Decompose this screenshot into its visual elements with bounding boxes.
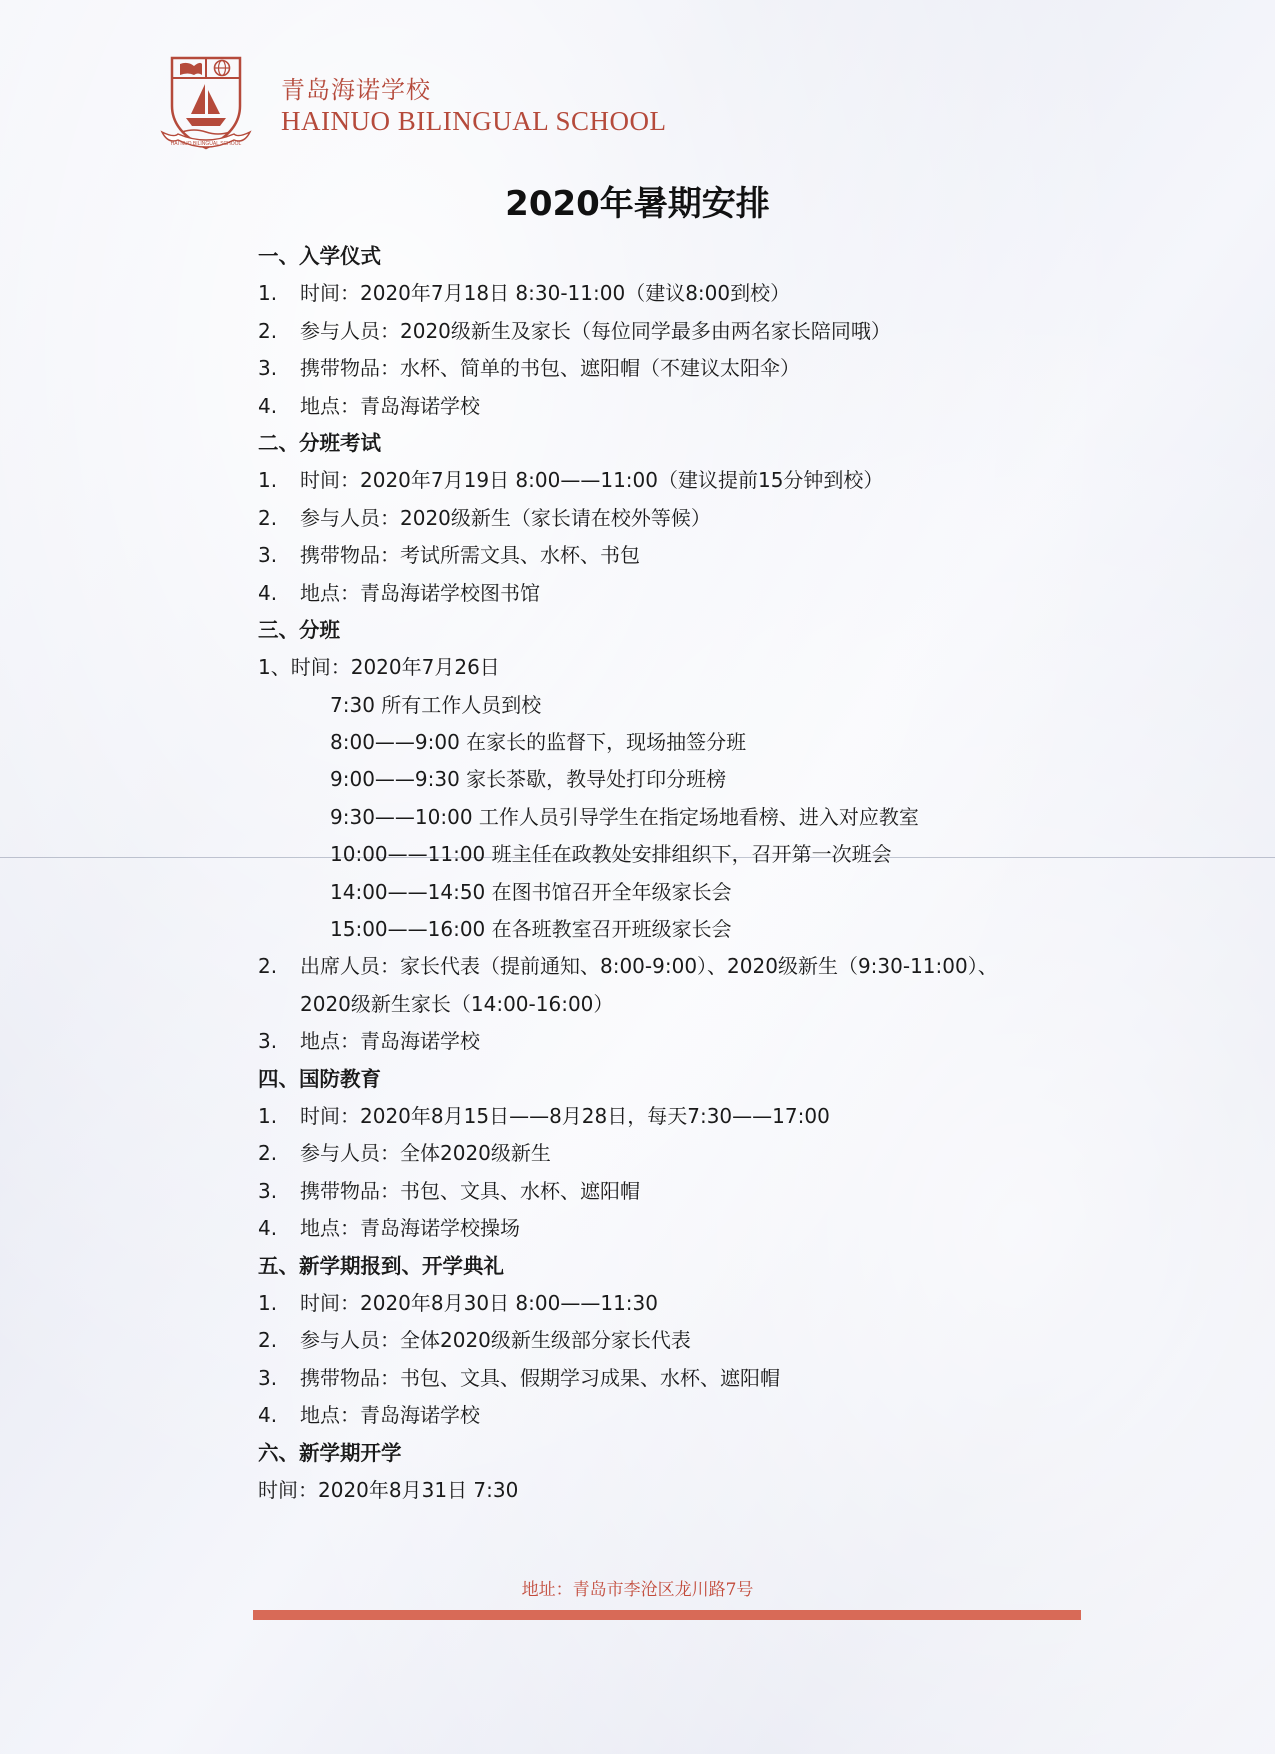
school-name-english: HAINUO BILINGUAL SCHOOL [281,106,667,136]
list-item: 3. 携带物品：水杯、简单的书包、遮阳帽（不建议太阳伞） [258,356,800,381]
section-time-line: 时间：2020年8月31日 7:30 [258,1477,519,1502]
list-item: 4. 地点：青岛海诺学校 [258,393,480,418]
list-item: 1. 时间：2020年8月15日——8月28日，每天7:30——17:00 [258,1103,830,1128]
list-item: 2. 参与人员：2020级新生（家长请在校外等候） [258,505,711,530]
list-item: 1. 时间：2020年7月18日 8:30-11:00（建议8:00到校） [258,281,791,306]
list-item: 3. 携带物品：考试所需文具、水杯、书包 [258,543,640,568]
schedule-row: 9:30——10:00 工作人员引导学生在指定场地看榜、进入对应教室 [330,804,919,829]
section-heading: 六、新学期开学 [258,1440,402,1465]
list-item: 4. 地点：青岛海诺学校操场 [258,1216,520,1241]
list-item-continuation: 2020级新生家长（14:00-16:00） [300,991,614,1016]
list-item: 3. 携带物品：书包、文具、水杯、遮阳帽 [258,1178,640,1203]
list-item: 1. 时间：2020年7月19日 8:00——11:00（建议提前15分钟到校） [258,468,884,493]
schedule-row: 10:00——11:00 班主任在政教处安排组织下，召开第一次班会 [330,842,892,867]
school-crest-logo [158,48,254,158]
schedule-row: 14:00——14:50 在图书馆召开全年级家长会 [330,879,732,904]
schedule-content [258,238,1198,1509]
list-item: 1. 时间：2020年8月30日 8:00——11:30 [258,1290,658,1315]
list-item: 2. 参与人员：全体2020级新生 [258,1141,551,1166]
schedule-row: 9:00——9:30 家长茶歇，教导处打印分班榜 [330,767,727,792]
section-heading: 五、新学期报到、开学典礼 [258,1253,504,1278]
list-item: 2. 参与人员：全体2020级新生级部分家长代表 [258,1328,691,1353]
schedule-row: 7:30 所有工作人员到校 [330,692,542,717]
list-item: 4. 地点：青岛海诺学校 [258,1403,480,1428]
document-title: 2020年暑期安排 [505,184,770,224]
section-time-line: 1、时间：2020年7月26日 [258,655,500,680]
section-heading: 三、分班 [258,617,340,642]
section-heading: 二、分班考试 [258,430,381,455]
list-item: 3. 地点：青岛海诺学校 [258,1029,480,1054]
section-heading: 一、入学仪式 [258,244,381,268]
section-heading: 四、国防教育 [258,1066,381,1091]
list-item: 2. 出席人员：家长代表（提前通知、8:00-9:00）、2020级新生（9:30-11:00）、 [258,954,998,979]
crest-ribbon-text: HAI NUO BILINGUAL SCHOOL [170,141,242,147]
list-item: 3. 携带物品：书包、文具、假期学习成果、水杯、遮阳帽 [258,1365,780,1390]
list-item: 4. 地点：青岛海诺学校图书馆 [258,580,540,605]
list-item: 2. 参与人员：2020级新生及家长（每位同学最多由两名家长陪同哦） [258,318,891,343]
schedule-row: 8:00——9:00 在家长的监督下，现场抽签分班 [330,730,747,755]
school-address: 地址：青岛市李沧区龙川路7号 [521,1580,754,1600]
school-name-chinese: 青岛海诺学校 [281,76,431,104]
footer-accent-bar [253,1610,1081,1620]
schedule-row: 15:00——16:00 在各班教室召开班级家长会 [330,917,732,942]
